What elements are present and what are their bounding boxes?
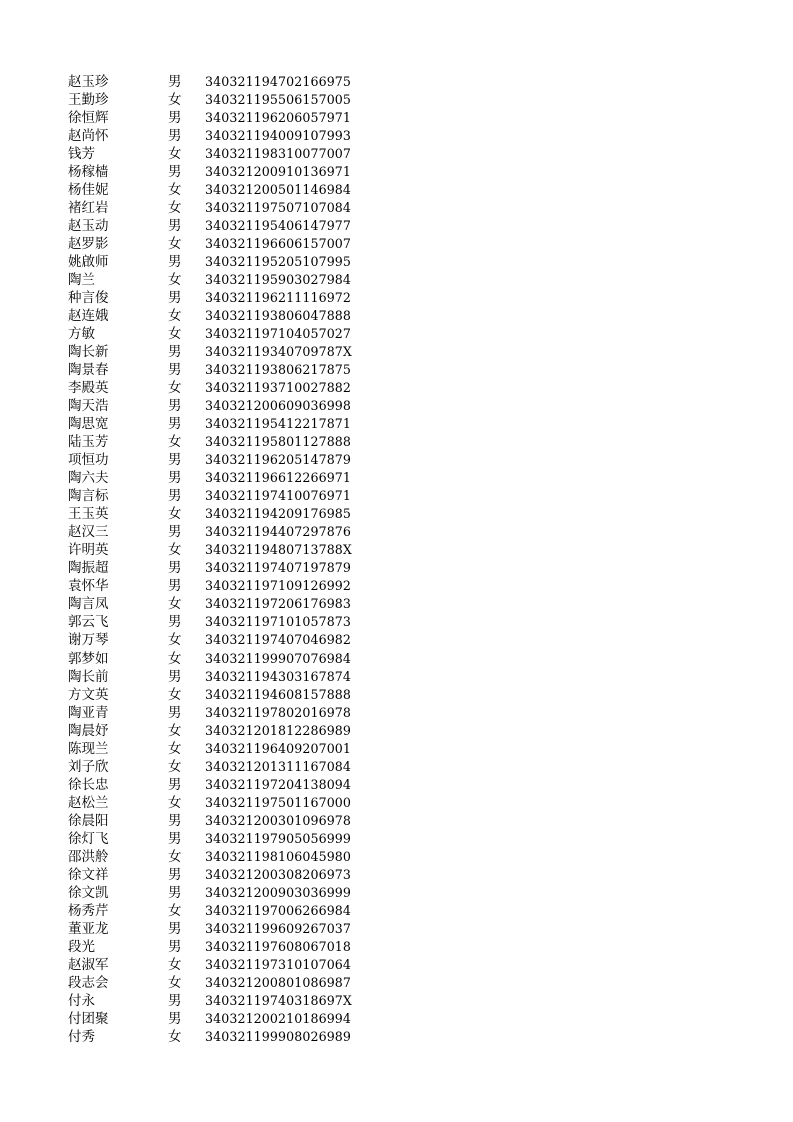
person-name-cell: 刘子欣 [68, 758, 109, 775]
gender-cell: 男 [168, 128, 182, 145]
gender-cell: 男 [168, 560, 182, 577]
table-row [68, 974, 358, 992]
id-number-cell: 340321194702166975 [205, 74, 352, 89]
table-row [68, 217, 358, 235]
table-row [68, 613, 358, 631]
person-name-cell: 赵汉三 [68, 524, 109, 541]
person-name-cell: 董亚龙 [68, 920, 109, 937]
table-row [68, 577, 358, 595]
roster-table [68, 73, 358, 1046]
gender-cell: 女 [168, 506, 182, 523]
table-row [68, 776, 358, 794]
table-row [68, 541, 358, 559]
id-number-cell: 340321195205107995 [205, 254, 352, 270]
gender-cell: 男 [168, 470, 182, 487]
table-row [68, 289, 358, 307]
gender-cell: 女 [168, 146, 182, 163]
gender-cell: 男 [168, 488, 182, 505]
gender-cell: 男 [168, 290, 182, 307]
person-name-cell: 郭梦如 [68, 650, 109, 667]
table-row [68, 668, 358, 686]
person-name-cell: 褚红岩 [68, 200, 109, 217]
gender-cell: 男 [168, 920, 182, 937]
table-row [68, 686, 358, 704]
person-name-cell: 陶振超 [68, 560, 109, 577]
id-number-cell: 340321200910136971 [205, 164, 352, 180]
person-name-cell: 陶长前 [68, 668, 109, 685]
id-number-cell: 340321197407197879 [205, 560, 352, 576]
id-number-cell: 340321196205147879 [205, 452, 352, 468]
table-row [68, 631, 358, 649]
id-number-cell: 34032119340709787X [205, 344, 352, 360]
gender-cell: 男 [168, 776, 182, 793]
gender-cell: 男 [168, 938, 182, 955]
person-name-cell: 王勤珍 [68, 92, 109, 109]
table-row [68, 343, 358, 361]
person-name-cell: 段光 [68, 938, 95, 955]
person-name-cell: 赵玉动 [68, 218, 109, 235]
table-row [68, 992, 358, 1010]
id-number-cell: 340321200609036998 [205, 398, 352, 414]
person-name-cell: 钱芳 [68, 146, 95, 163]
gender-cell: 女 [168, 794, 182, 811]
gender-cell: 女 [168, 542, 182, 559]
person-name-cell: 陆玉芳 [68, 434, 109, 451]
table-row [68, 253, 358, 271]
table-row [68, 1010, 358, 1028]
id-number-cell: 340321193710027882 [205, 380, 352, 396]
gender-cell: 男 [168, 1010, 182, 1027]
id-number-cell: 340321197905056999 [205, 830, 352, 846]
gender-cell: 男 [168, 218, 182, 235]
gender-cell: 男 [168, 884, 182, 901]
gender-cell: 女 [168, 92, 182, 109]
gender-cell: 男 [168, 344, 182, 361]
table-row [68, 794, 358, 812]
table-row [68, 397, 358, 415]
table-row [68, 740, 358, 758]
id-number-cell: 340321196606157007 [205, 236, 352, 252]
id-number-cell: 340321199907076984 [205, 650, 352, 666]
id-number-cell: 340321200801086987 [205, 974, 352, 990]
id-number-cell: 34032119480713788X [205, 542, 352, 558]
table-row [68, 181, 358, 199]
person-name-cell: 郭云飞 [68, 614, 109, 631]
gender-cell: 女 [168, 308, 182, 325]
gender-cell: 女 [168, 272, 182, 289]
person-name-cell: 徐晨阳 [68, 812, 109, 829]
id-number-cell: 340321200301096978 [205, 812, 352, 828]
table-row [68, 145, 358, 163]
id-number-cell: 340321196612266971 [205, 470, 352, 486]
person-name-cell: 陶思宽 [68, 416, 109, 433]
person-name-cell: 李殿英 [68, 380, 109, 397]
id-number-cell: 340321201812286989 [205, 722, 352, 738]
person-name-cell: 付永 [68, 992, 95, 1009]
table-row [68, 938, 358, 956]
person-name-cell: 陶言标 [68, 488, 109, 505]
table-row [68, 199, 358, 217]
gender-cell: 男 [168, 578, 182, 595]
table-row [68, 1028, 358, 1046]
gender-cell: 男 [168, 362, 182, 379]
gender-cell: 女 [168, 434, 182, 451]
person-name-cell: 赵玉珍 [68, 74, 109, 90]
person-name-cell: 赵尚怀 [68, 128, 109, 145]
table-row [68, 704, 358, 722]
table-row [68, 469, 358, 487]
id-number-cell: 340321195412217871 [205, 416, 352, 432]
person-name-cell: 段志会 [68, 974, 109, 991]
gender-cell: 女 [168, 650, 182, 667]
table-row [68, 91, 358, 109]
id-number-cell: 340321197608067018 [205, 938, 352, 954]
gender-cell: 女 [168, 722, 182, 739]
person-name-cell: 赵罗影 [68, 236, 109, 253]
gender-cell: 男 [168, 524, 182, 541]
table-row [68, 956, 358, 974]
gender-cell: 女 [168, 182, 182, 199]
id-number-cell: 340321197501167000 [205, 794, 352, 810]
table-row [68, 433, 358, 451]
id-number-cell: 340321197109126992 [205, 578, 352, 594]
gender-cell: 女 [168, 200, 182, 217]
id-number-cell: 340321197407046982 [205, 632, 352, 648]
table-row [68, 235, 358, 253]
person-name-cell: 陈现兰 [68, 740, 109, 757]
gender-cell: 男 [168, 704, 182, 721]
id-number-cell: 340321199908026989 [205, 1028, 352, 1044]
id-number-cell: 340321196211116972 [205, 290, 352, 306]
id-number-cell: 340321196409207001 [205, 740, 352, 756]
table-row [68, 271, 358, 289]
gender-cell: 男 [168, 110, 182, 127]
gender-cell: 男 [168, 812, 182, 829]
gender-cell: 男 [168, 668, 182, 685]
person-name-cell: 杨秀芹 [68, 902, 109, 919]
id-number-cell: 340321197104057027 [205, 326, 352, 342]
gender-cell: 男 [168, 416, 182, 433]
table-row [68, 650, 358, 668]
gender-cell: 女 [168, 974, 182, 991]
id-number-cell: 340321197204138094 [205, 776, 352, 792]
table-row [68, 866, 358, 884]
gender-cell: 女 [168, 740, 182, 757]
table-row [68, 848, 358, 866]
person-name-cell: 徐文凯 [68, 884, 109, 901]
gender-cell: 男 [168, 164, 182, 181]
table-row [68, 163, 358, 181]
person-name-cell: 陶天浩 [68, 398, 109, 415]
gender-cell: 男 [168, 866, 182, 883]
person-name-cell: 陶言凤 [68, 596, 109, 613]
person-name-cell: 杨稼樯 [68, 164, 109, 181]
table-row [68, 830, 358, 848]
id-number-cell: 340321197410076971 [205, 488, 352, 504]
table-row [68, 73, 358, 91]
person-name-cell: 种言俊 [68, 290, 109, 307]
id-number-cell: 34032119740318697X [205, 992, 352, 1008]
table-row [68, 505, 358, 523]
gender-cell: 女 [168, 236, 182, 253]
person-name-cell: 陶晨妤 [68, 722, 109, 739]
gender-cell: 女 [168, 1028, 182, 1045]
id-number-cell: 340321195506157005 [205, 92, 352, 108]
gender-cell: 女 [168, 758, 182, 775]
table-row [68, 722, 358, 740]
person-name-cell: 付秀 [68, 1028, 95, 1045]
id-number-cell: 340321197310107064 [205, 956, 352, 972]
table-row [68, 523, 358, 541]
table-row [68, 109, 358, 127]
table-row [68, 595, 358, 613]
person-name-cell: 袁怀华 [68, 578, 109, 595]
id-number-cell: 340321194303167874 [205, 668, 352, 684]
person-name-cell: 徐恒辉 [68, 110, 109, 127]
id-number-cell: 340321199609267037 [205, 920, 352, 936]
table-row [68, 361, 358, 379]
id-number-cell: 340321194209176985 [205, 506, 352, 522]
roster-body [68, 73, 358, 1046]
person-name-cell: 许明英 [68, 542, 109, 559]
id-number-cell: 340321195801127888 [205, 434, 352, 450]
table-row [68, 325, 358, 343]
gender-cell: 男 [168, 452, 182, 469]
person-name-cell: 邵洪舲 [68, 848, 109, 865]
id-number-cell: 340321195406147977 [205, 218, 352, 234]
table-row [68, 920, 358, 938]
person-name-cell: 方文英 [68, 686, 109, 703]
id-number-cell: 340321197101057873 [205, 614, 352, 630]
person-name-cell: 付团聚 [68, 1010, 109, 1027]
gender-cell: 女 [168, 686, 182, 703]
id-number-cell: 340321194608157888 [205, 686, 352, 702]
id-number-cell: 340321201311167084 [205, 758, 352, 774]
gender-cell: 男 [168, 254, 182, 271]
id-number-cell: 340321195903027984 [205, 272, 352, 288]
id-number-cell: 340321193806217875 [205, 362, 352, 378]
gender-cell: 男 [168, 398, 182, 415]
table-row [68, 758, 358, 776]
id-number-cell: 340321193806047888 [205, 308, 352, 324]
person-name-cell: 谢万琴 [68, 632, 109, 649]
person-name-cell: 陶长新 [68, 344, 109, 361]
gender-cell: 女 [168, 848, 182, 865]
table-row [68, 379, 358, 397]
person-name-cell: 王玉英 [68, 506, 109, 523]
table-row [68, 415, 358, 433]
person-name-cell: 陶亚青 [68, 704, 109, 721]
person-name-cell: 项恒功 [68, 452, 109, 469]
gender-cell: 男 [168, 74, 182, 90]
id-number-cell: 340321198310077007 [205, 146, 352, 162]
gender-cell: 男 [168, 992, 182, 1009]
table-row [68, 451, 358, 469]
id-number-cell: 340321197802016978 [205, 704, 352, 720]
id-number-cell: 340321197507107084 [205, 200, 352, 216]
id-number-cell: 340321196206057971 [205, 110, 352, 126]
gender-cell: 女 [168, 956, 182, 973]
id-number-cell: 340321197206176983 [205, 596, 352, 612]
person-name-cell: 姚啟师 [68, 254, 109, 271]
gender-cell: 女 [168, 902, 182, 919]
gender-cell: 女 [168, 326, 182, 343]
person-name-cell: 赵淑军 [68, 956, 109, 973]
gender-cell: 男 [168, 614, 182, 631]
person-name-cell: 徐灯飞 [68, 830, 109, 847]
id-number-cell: 340321200903036999 [205, 884, 352, 900]
gender-cell: 女 [168, 380, 182, 397]
id-number-cell: 340321197006266984 [205, 902, 352, 918]
table-row [68, 902, 358, 920]
gender-cell: 女 [168, 596, 182, 613]
id-number-cell: 340321200308206973 [205, 866, 352, 882]
person-name-cell: 赵连娥 [68, 308, 109, 325]
person-name-cell: 杨佳妮 [68, 182, 109, 199]
table-row [68, 884, 358, 902]
id-number-cell: 340321194407297876 [205, 524, 352, 540]
table-row [68, 812, 358, 830]
id-number-cell: 340321200210186994 [205, 1010, 352, 1026]
person-name-cell: 徐长忠 [68, 776, 109, 793]
person-name-cell: 徐文祥 [68, 866, 109, 883]
person-name-cell: 陶六夫 [68, 470, 109, 487]
id-number-cell: 340321194009107993 [205, 128, 352, 144]
table-row [68, 487, 358, 505]
gender-cell: 女 [168, 632, 182, 649]
table-row [68, 127, 358, 145]
person-name-cell: 陶景春 [68, 362, 109, 379]
person-name-cell: 赵松兰 [68, 794, 109, 811]
id-number-cell: 340321200501146984 [205, 182, 352, 198]
person-name-cell: 陶兰 [68, 272, 95, 289]
table-row [68, 559, 358, 577]
id-number-cell: 340321198106045980 [205, 848, 352, 864]
table-row [68, 307, 358, 325]
person-name-cell: 方敏 [68, 326, 95, 343]
gender-cell: 男 [168, 830, 182, 847]
